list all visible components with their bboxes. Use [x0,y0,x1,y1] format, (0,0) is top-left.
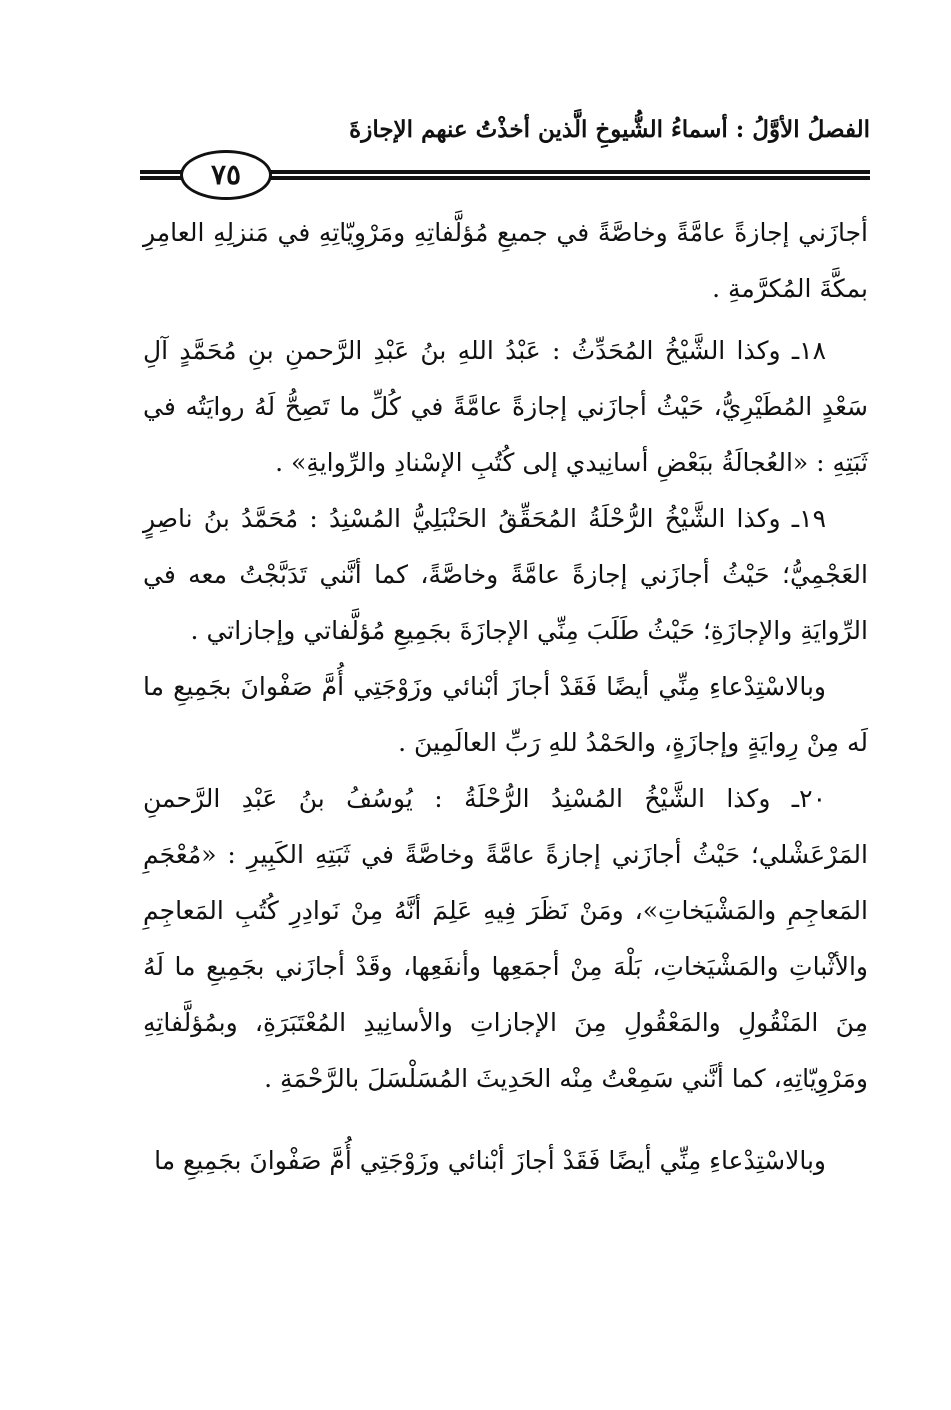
paragraph-entry-19: ١٩ـ وكذا الشَّيْخُ الرُّحْلَةُ المُحَقِّقُ الحَنْبَلِيُّ المُسْنِدُ : مُحَمَّدُ بنُ ناصِرٍ العَجْمِيُّ؛ حَيْثُ أجازَني إجازةً عامَّةً وخاصَّةً، كما أنَّني تَدَبَّجْتُ معه في الرِّوايَةِ والإجازَةِ؛ حَيْثُ طَلَبَ مِنِّي الإجازَةَ بجَمِيعِ مُؤلَّفاتي وإجازاتي . [143,504,868,645]
running-header-title: الفصلُ الأوَّلُ : أسماءُ الشُّيوخِ الَّذين أخذْتُ عنهم الإجازةَ [349,116,870,143]
page-body [143,205,868,1189]
page-number-badge: ٧٥ [180,150,272,200]
paragraph-continuation: أجازَني إجازةً عامَّةً وخاصَّةً في جميعِ مُؤلَّفاتِهِ ومَرْوِيّاتِهِ في مَنزلِهِ العامِرِ بمكَّةَ المُكرَّمةِ . [143,218,868,303]
paragraph-request-2: وبالاسْتِدْعاءِ مِنِّي أيضًا فَقَدْ أجازَ أبْنائي وزَوْجَتِي أُمَّ صَفْوانَ بجَمِيعِ ما [154,1146,826,1175]
header-rule-right [270,170,870,180]
paragraph-request-1: وبالاسْتِدْعاءِ مِنِّي أيضًا فَقَدْ أجازَ أبْنائي وزَوْجَتِي أُمَّ صَفْوانَ بجَمِيعِ ما لَه مِنْ رِوايَةٍ وإجازَةٍ، والحَمْدُ للهِ رَبِّ العالَمِينَ . [143,672,868,757]
paragraph-entry-18: ١٨ـ وكذا الشَّيْخُ المُحَدِّثُ : عَبْدُ اللهِ بنُ عَبْدِ الرَّحمنِ بنِ مُحَمَّدٍ آلِ سَعْدٍ المُطَيْرِيُّ، حَيْثُ أجازَني إجازةً عامَّةً في كُلِّ ما تَصِحُّ لَهُ روايَتُه في ثَبَتِهِ : «العُجالَةُ ببَعْضِ أسانِيدي إلى كُتُبِ الإسْنادِ والرِّوايةِ» . [143,336,868,477]
paragraph-entry-20: ٢٠ـ وكذا الشَّيْخُ المُسْنِدُ الرُّحْلَةُ : يُوسُفُ بنُ عَبْدِ الرَّحمنِ المَرْعَشْلي؛ حَيْثُ أجازَني إجازةً عامَّةً وخاصَّةً في ثَبَتِهِ الكَبِيرِ : «مُعْجَمِ المَعاجِمِ والمَشْيَخاتِ»، ومَنْ نَظَرَ فِيهِ عَلِمَ أنَّهُ مِنْ نَوادِرِ كُتُبِ المَعاجِمِ والأثْباتِ والمَشْيَخاتِ، بَلْهَ مِنْ أجمَعِها وأنفَعِها، وقَدْ أجازَني بجَمِيعِ ما لَهُ مِنَ المَنْقُولِ والمَعْقُولِ مِنَ الإجازاتِ والأسانِيدِ المُعْتَبَرَةِ، وبمُؤلَّفاتِهِ ومَرْوِيّاتِهِ، كما أنَّني سَمِعْتُ مِنْه الحَدِيثَ المُسَلْسَلَ بالرَّحْمَةِ . [143,784,868,1093]
